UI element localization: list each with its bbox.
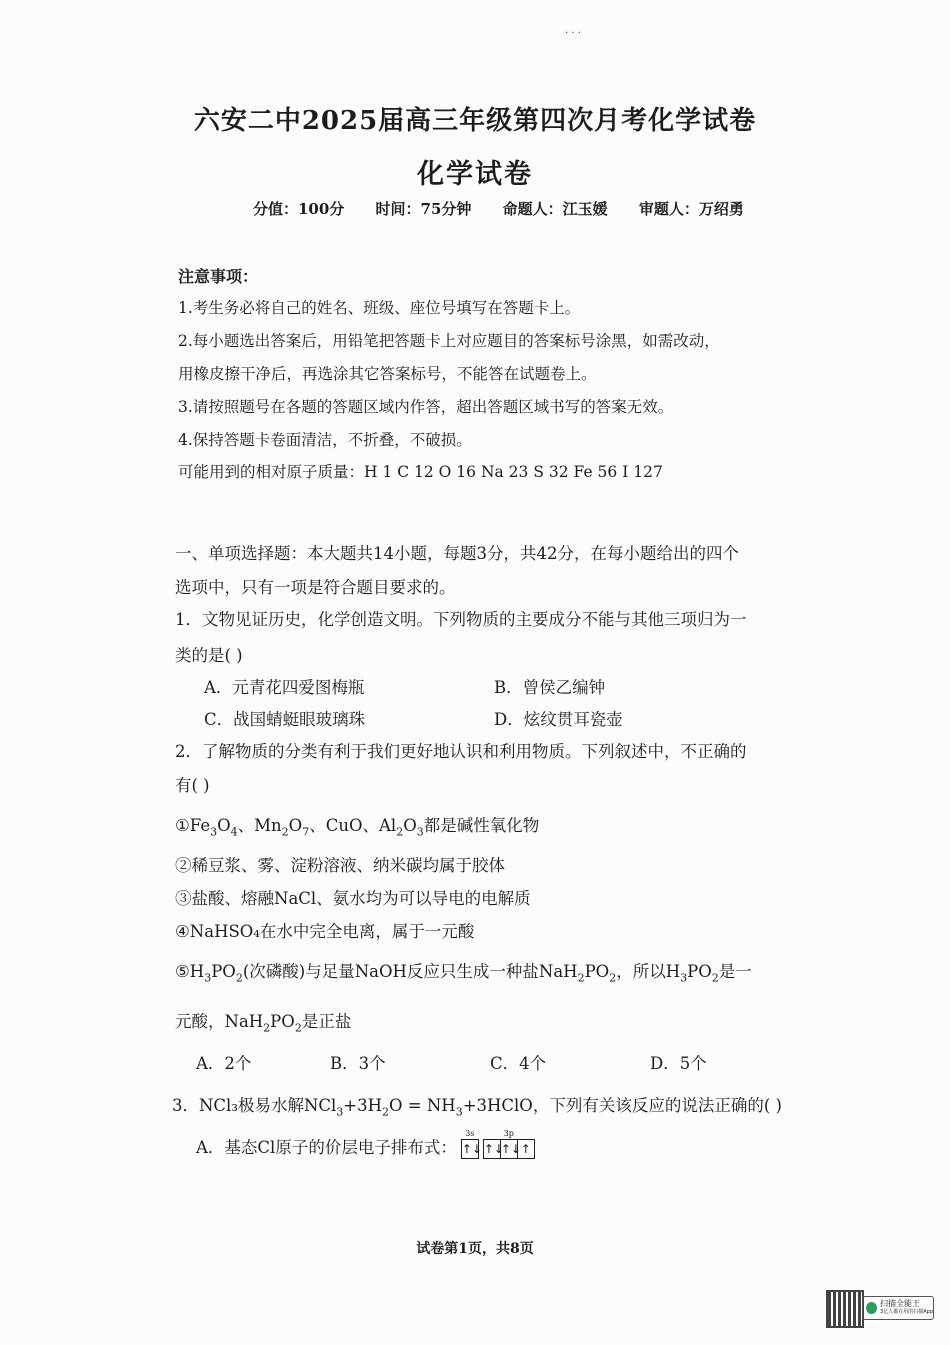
q2-statement-5: [175, 958, 752, 984]
text: PO: [687, 962, 712, 981]
watermark-sub: 3亿人都在用的扫描App: [880, 1309, 933, 1315]
q1-option-b: B．曾侯乙编钟: [494, 678, 606, 697]
qr-code-icon: [826, 1290, 864, 1328]
q3-option-a-text: A．基态Cl原子的价层电子排布式：: [196, 1138, 457, 1157]
orbital-3s-label: 3s: [465, 1129, 475, 1138]
note-item: 用橡皮擦干净后，再选涂其它答案标号，不能答在试题卷上。: [178, 365, 597, 383]
q1-option-c: C．战国蜻蜓眼玻璃珠: [204, 710, 366, 729]
orbital-3s-boxes: [461, 1139, 482, 1159]
subscript: 3: [680, 971, 688, 985]
text: 3．NCl₃极易水解NCl: [172, 1096, 337, 1115]
exam-subtitle: 化学试卷: [417, 159, 533, 190]
text: O: [288, 816, 303, 835]
subscript: 2: [711, 971, 719, 985]
scan-artifact: · · ·: [565, 28, 581, 39]
orbital-diagram: [461, 1130, 535, 1159]
time-info: 时间：75分钟: [375, 200, 472, 218]
orbital-box: ↑↓: [501, 1139, 518, 1159]
q2-statement-5-cont: [175, 1008, 351, 1034]
q3-option-a: [196, 1130, 535, 1159]
text: PO: [211, 962, 236, 981]
notes-heading: 注意事项：: [178, 267, 259, 286]
text: 是正盐: [301, 1012, 352, 1031]
q2-option-a: A．2个: [196, 1054, 252, 1073]
text: ，所以H: [616, 962, 681, 981]
subscript: 2: [235, 971, 243, 985]
note-item: 2.每小题选出答案后，用铅笔把答题卡上对应题目的答案标号涂黑，如需改动，: [178, 332, 720, 350]
watermark-text: [880, 1299, 933, 1317]
section-heading: 一、单项选择题：本大题共14小题，每题3分，共42分，在每小题给出的四个: [175, 544, 739, 563]
author-info: 命题人：江玉媛: [502, 200, 608, 218]
orbital-box: ↑↓: [483, 1139, 501, 1159]
q2-stem: 2．了解物质的分类有利于我们更好地认识和利用物质。下列叙述中，不正确的: [175, 742, 747, 761]
subscript: 2: [577, 971, 585, 985]
q2-option-c: C．4个: [490, 1054, 547, 1073]
subscript: 2: [294, 1021, 302, 1035]
subscript: 3: [210, 825, 218, 839]
text: O = NH: [389, 1096, 456, 1115]
subscript: 4: [230, 825, 238, 839]
text: 、CuO、Al: [309, 816, 397, 835]
q2-statement-3: ③盐酸、熔融NaCl、氨水均为可以导电的电解质: [175, 889, 531, 908]
orbital-3p-boxes: [483, 1139, 535, 1159]
q1-stem-cont: 类的是( ): [175, 646, 243, 665]
text: 元酸，NaH: [175, 1012, 264, 1031]
subscript: 2: [609, 971, 617, 985]
text: ⑤H: [175, 962, 205, 981]
subscript: 2: [263, 1021, 271, 1035]
subscript: 7: [302, 825, 310, 839]
subscript: 2: [396, 825, 404, 839]
scanner-logo-icon: [866, 1302, 877, 1314]
subscript: 3: [455, 1105, 463, 1119]
subscript: 2: [382, 1105, 390, 1119]
q2-option-d: D．5个: [650, 1054, 707, 1073]
q2-stem-cont: 有( ): [175, 776, 210, 795]
q1-option-a: A．元青花四爱图梅瓶: [204, 678, 365, 697]
scanner-watermark: [862, 1296, 934, 1320]
text: 都是碱性氧化物: [423, 816, 540, 835]
watermark-app: 扫描全能王: [880, 1299, 921, 1308]
reviewer-info: 审题人：万绍勇: [638, 200, 744, 218]
text: +3HClO，下列有关该反应的说法正确的( ): [462, 1096, 782, 1115]
text: ①Fe: [175, 816, 211, 835]
q2-statement-4: ④NaHSO₄在水中完全电离，属于一元酸: [175, 922, 475, 941]
q2-statement-2: ②稀豆浆、雾、淀粉溶液、纳米碳均属于胶体: [175, 856, 505, 875]
q2-option-b: B．3个: [330, 1054, 386, 1073]
orbital-box: ↑: [518, 1139, 535, 1159]
subscript: 3: [416, 825, 424, 839]
orbital-3p: [483, 1130, 535, 1159]
note-item: 3.请按照题号在各题的答题区域内作答，超出答题区域书写的答案无效。: [178, 398, 674, 416]
page-footer: 试卷第1页，共8页: [416, 1241, 534, 1257]
orbital-box: ↑↓: [461, 1139, 479, 1159]
text: (次磷酸)与足量NaOH反应只生成一种盐NaH: [242, 962, 578, 981]
text: PO: [584, 962, 610, 981]
orbital-3p-label: 3p: [503, 1129, 514, 1138]
subscript: 3: [336, 1105, 344, 1119]
atomic-mass-line: 可能用到的相对原子质量：H 1 C 12 O 16 Na 23 S 32 Fe 56 I 127: [178, 463, 663, 481]
exam-meta: [253, 198, 770, 219]
subscript: 2: [281, 825, 289, 839]
section-heading-cont: 选项中，只有一项是符合题目要求的。: [175, 578, 456, 597]
score-info: 分值：100分: [253, 200, 345, 218]
orbital-3s: [461, 1129, 482, 1159]
text: O: [403, 816, 417, 835]
q1-option-d: D．炫纹贯耳瓷壶: [494, 710, 623, 729]
text: 、Mn: [237, 816, 282, 835]
q2-statement-1: [175, 812, 539, 838]
q1-stem: 1．文物见证历史，化学创造文明。下列物质的主要成分不能与其他三项归为一: [175, 610, 747, 629]
note-item: 4.保持答题卡卷面清洁，不折叠，不破损。: [178, 431, 472, 449]
note-item: 1.考生务必将自己的姓名、班级、座位号填写在答题卡上。: [178, 299, 581, 317]
text: PO: [270, 1012, 295, 1031]
text: O: [217, 816, 231, 835]
text: 是一: [718, 962, 752, 981]
q3-stem: [172, 1092, 782, 1118]
subscript: 3: [204, 971, 212, 985]
text: +3H: [343, 1096, 383, 1115]
exam-title: 六安二中2025届高三年级第四次月考化学试卷: [193, 106, 757, 136]
